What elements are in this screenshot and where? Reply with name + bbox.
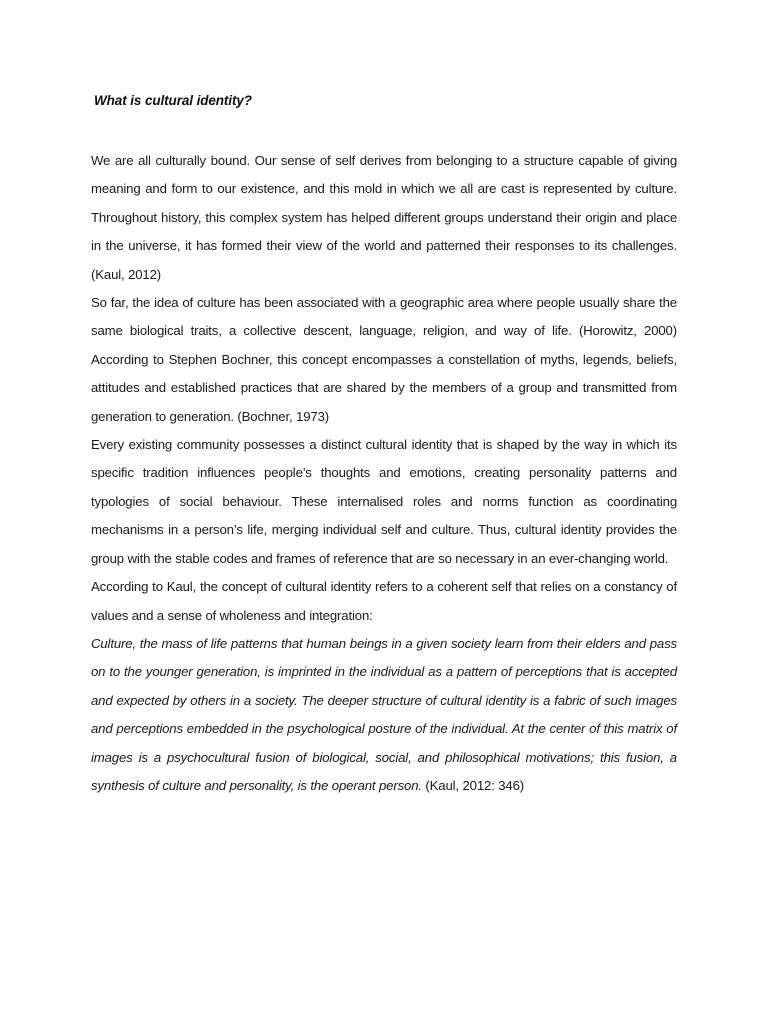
paragraph-4: According to Kaul, the concept of cultural identity refers to a coherent self that relies on a constancy of values and a sense of wholeness and integration: — [91, 579, 677, 623]
document-body — [91, 147, 677, 800]
paragraph-1: We are all culturally bound. Our sense of self derives from belonging to a structure capable of giving meaning and form to our existence, and this mold in which we all are cast is represented by culture. Throughout history, this complex system has helped different groups understand their origin and place in the universe, it has formed their view of the world and patterned their responses to its challenges. (Kaul, 2012) — [91, 153, 677, 282]
document-title: What is cultural identity? — [94, 93, 252, 108]
quote-citation: (Kaul, 2012: 346) — [421, 777, 525, 793]
quote-text: Culture, the mass of life patterns that human beings in a given society learn from their elders and pass on to the younger generation, is imprinted in the individual as a pattern of perceptions that is accepted and expected by others in a society. The deeper structure of cultural identity is a fabric of such images and perceptions embedded in the psychological posture of the individual. At the center of this matrix of images is a psychocultural fusion of biological, social, and philosophical motivations; this fusion, a synthesis of culture and personality, is the operant person. — [91, 635, 677, 793]
paragraph-3: Every existing community possesses a distinct cultural identity that is shaped by the way in which its specific tradition influences people’s thoughts and emotions, creating personality patterns and typologies of social behaviour. These internalised roles and norms function as coordinating mechanisms in a person’s life, merging individual self and culture. Thus, cultural identity provides the group with the stable codes and frames of reference that are so necessary in an ever-changing world. — [91, 437, 677, 566]
block-quote — [91, 630, 677, 800]
paragraph-2: So far, the idea of culture has been associated with a geographic area where people usually share the same biological traits, a collective descent, language, religion, and way of life. (Horowitz, 2000) According to Stephen Bochner, this concept encompasses a constellation of myths, legends, beliefs, attitudes and established practices that are shared by the members of a group and transmitted from generation to generation. (Bochner, 1973) — [91, 295, 677, 424]
